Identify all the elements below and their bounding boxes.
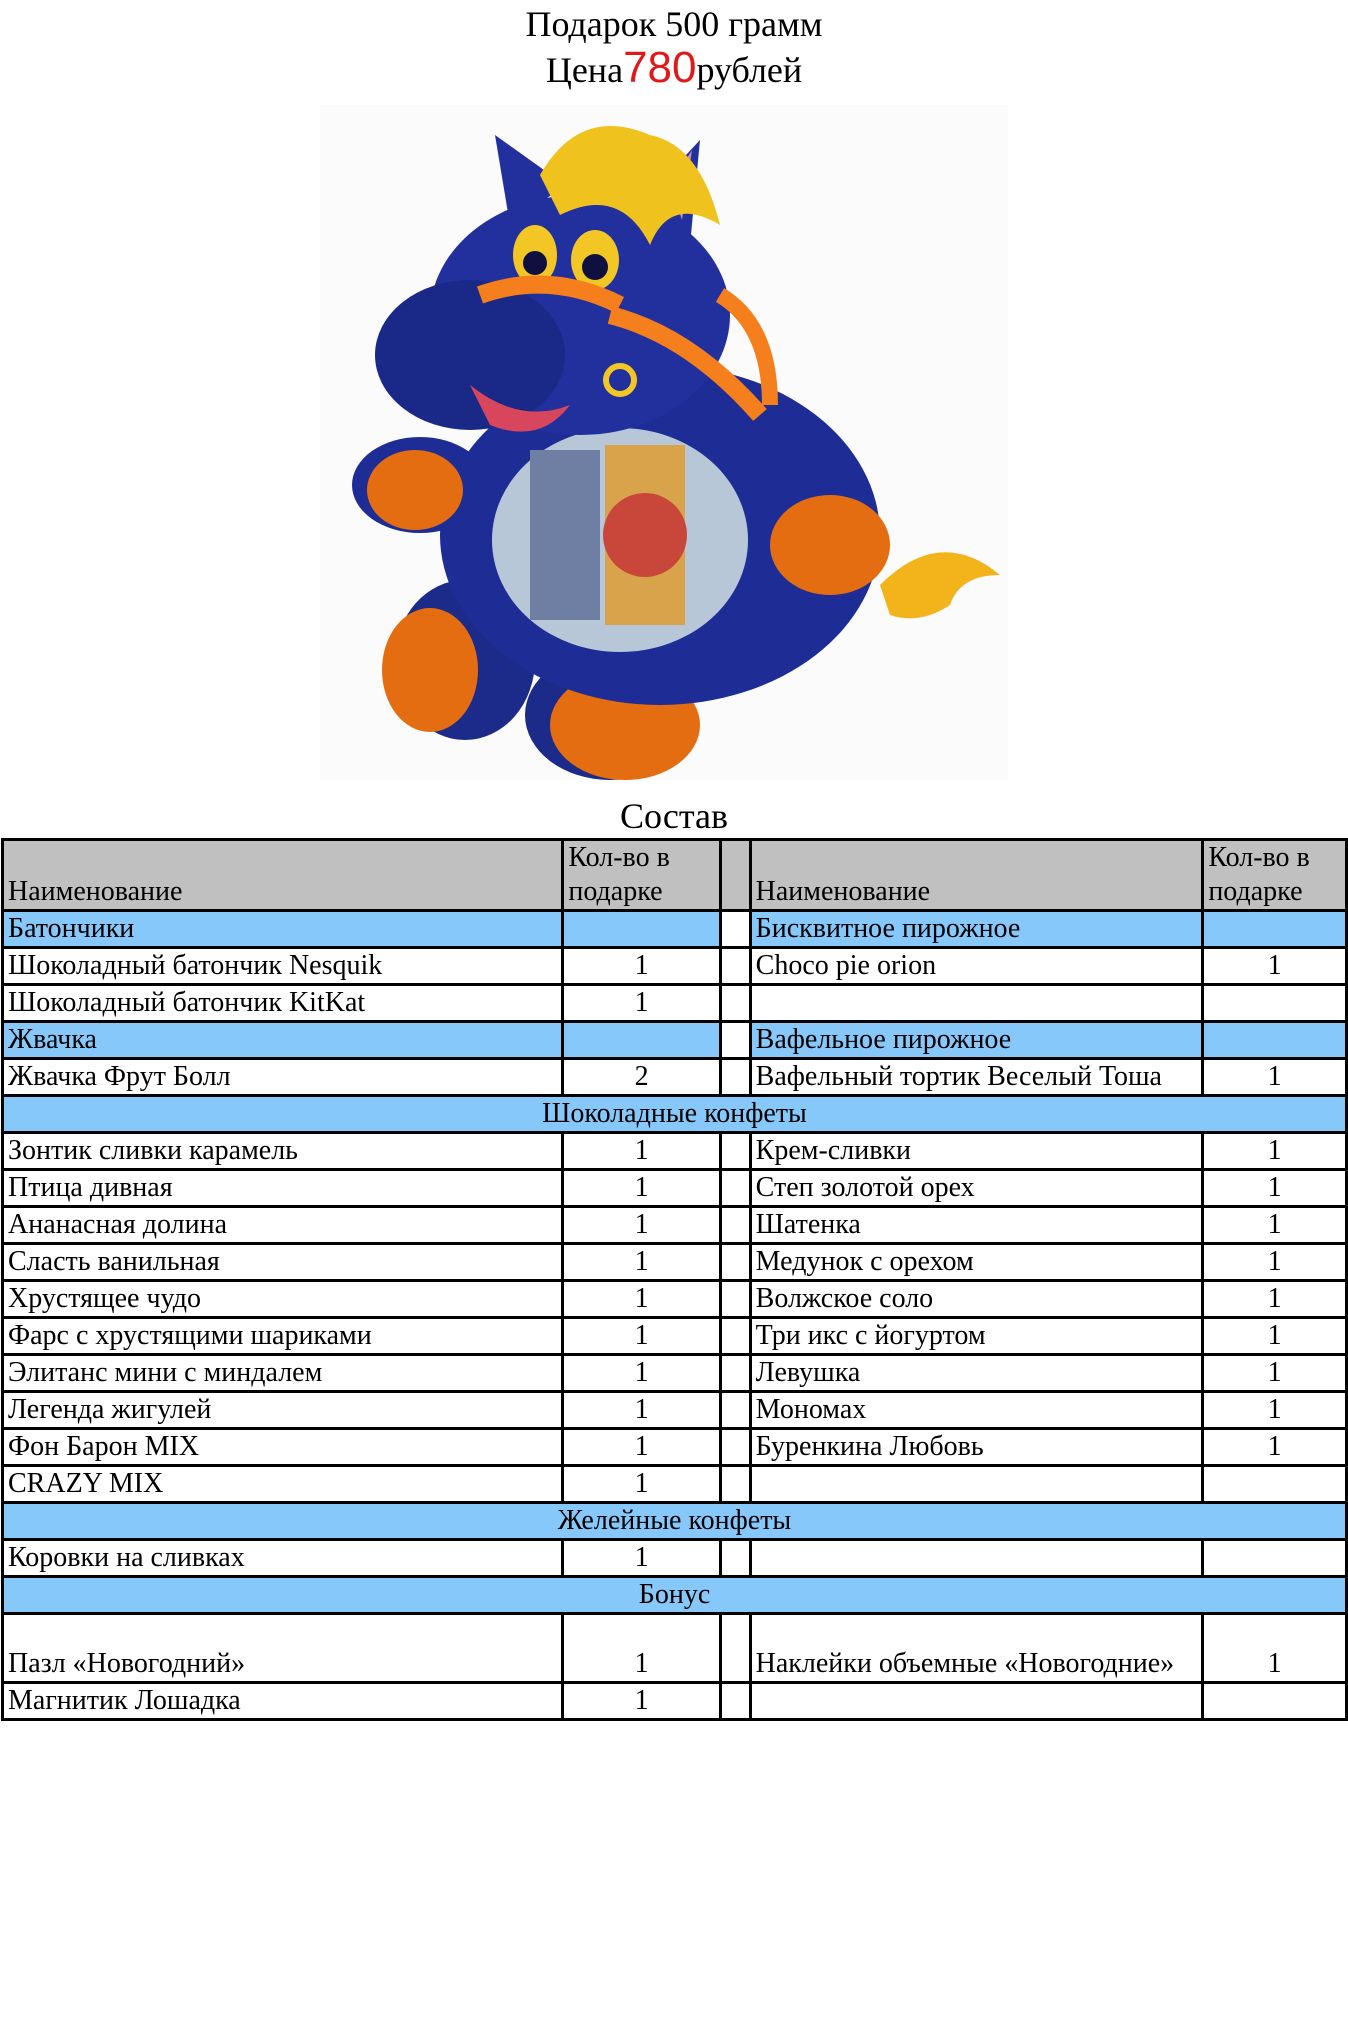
table-header (3, 840, 1347, 911)
category-bars: Батончики (3, 911, 563, 948)
item-qty: 2 (563, 1059, 721, 1096)
table-row: Пазл «Новогодний» 1 Наклейки объемные «Новогодние» 1 (3, 1614, 1347, 1683)
category-wafer-cake: Вафельное пирожное (750, 1022, 1203, 1059)
table-row: Легенда жигулей 1 Мономах 1 (3, 1392, 1347, 1429)
category-sponge-cake: Бисквитное пирожное (750, 911, 1203, 948)
spacer-cell (720, 840, 750, 911)
category-row (3, 1096, 1347, 1133)
col-name-right: Наименование (750, 840, 1203, 911)
table-row: Коровки на сливках 1 (3, 1540, 1347, 1577)
table-row: Птица дивная 1 Степ золотой орех 1 (3, 1170, 1347, 1207)
composition-title: Состав (619, 796, 729, 836)
col-qty-right: Кол-во в подарке (1203, 840, 1347, 911)
left-hoof (382, 608, 478, 732)
table-row: CRAZY MIX 1 (3, 1466, 1347, 1503)
composition-table (1, 838, 1348, 1721)
right-pupil (582, 254, 608, 280)
item-name: Жвачка Фрут Болл (3, 1059, 563, 1096)
col-name-left: Наименование (3, 840, 563, 911)
item-name: Шоколадный батончик Nesquik (3, 948, 563, 985)
category-jelly-candies: Желейные конфеты (3, 1503, 1347, 1540)
item-qty: 1 (563, 948, 721, 985)
table-row: Фон Барон MIX 1 Буренкина Любовь 1 (3, 1429, 1347, 1466)
item-qty: 1 (563, 985, 721, 1022)
table-row (3, 985, 1347, 1022)
item-name: Вафельный тортик Веселый Тоша (750, 1059, 1203, 1096)
item-qty: 1 (1203, 948, 1347, 985)
col-qty-left: Кол-во в подарке (563, 840, 721, 911)
tail (880, 552, 1000, 618)
product-photo (320, 105, 1008, 780)
item-name: Choco pie orion (750, 948, 1203, 985)
category-row (3, 1503, 1347, 1540)
table-row: Элитанс мини с миндалем 1 Левушка 1 (3, 1355, 1347, 1392)
price-suffix: рублей (696, 50, 803, 90)
category-gum: Жвачка (3, 1022, 563, 1059)
left-pupil (523, 251, 547, 275)
table-row (3, 1059, 1347, 1096)
table-row: Ананасная долина 1 Шатенка 1 (3, 1207, 1347, 1244)
table-row: Зонтик сливки карамель 1 Крем-сливки 1 (3, 1133, 1347, 1170)
left-arm-hoof (367, 450, 463, 530)
category-bonus: Бонус (3, 1577, 1347, 1614)
candy-label (603, 493, 687, 577)
table-row: Магнитик Лошадка 1 (3, 1683, 1347, 1720)
table-row: Сласть ванильная 1 Медунок с орехом 1 (3, 1244, 1347, 1281)
category-chocolate-candies: Шоколадные конфеты (3, 1096, 1347, 1133)
price-value: 780 (623, 43, 697, 92)
category-row (3, 1022, 1347, 1059)
table-row (3, 948, 1347, 985)
candy-box-1 (530, 450, 600, 620)
category-row (3, 1577, 1347, 1614)
price-line (0, 43, 1348, 92)
horse-plush-illustration (320, 105, 1008, 780)
table-row: Хрустящее чудо 1 Волжское соло 1 (3, 1281, 1347, 1318)
item-name: Шоколадный батончик KitKat (3, 985, 563, 1022)
gift-title: Подарок 500 грамм (525, 4, 823, 44)
category-row (3, 911, 1347, 948)
price-prefix: Цена (545, 50, 624, 90)
table-row: Фарс с хрустящими шариками 1 Три икс с йогуртом 1 (3, 1318, 1347, 1355)
right-arm-hoof (770, 495, 890, 595)
item-qty: 1 (1203, 1059, 1347, 1096)
muzzle (375, 280, 565, 430)
